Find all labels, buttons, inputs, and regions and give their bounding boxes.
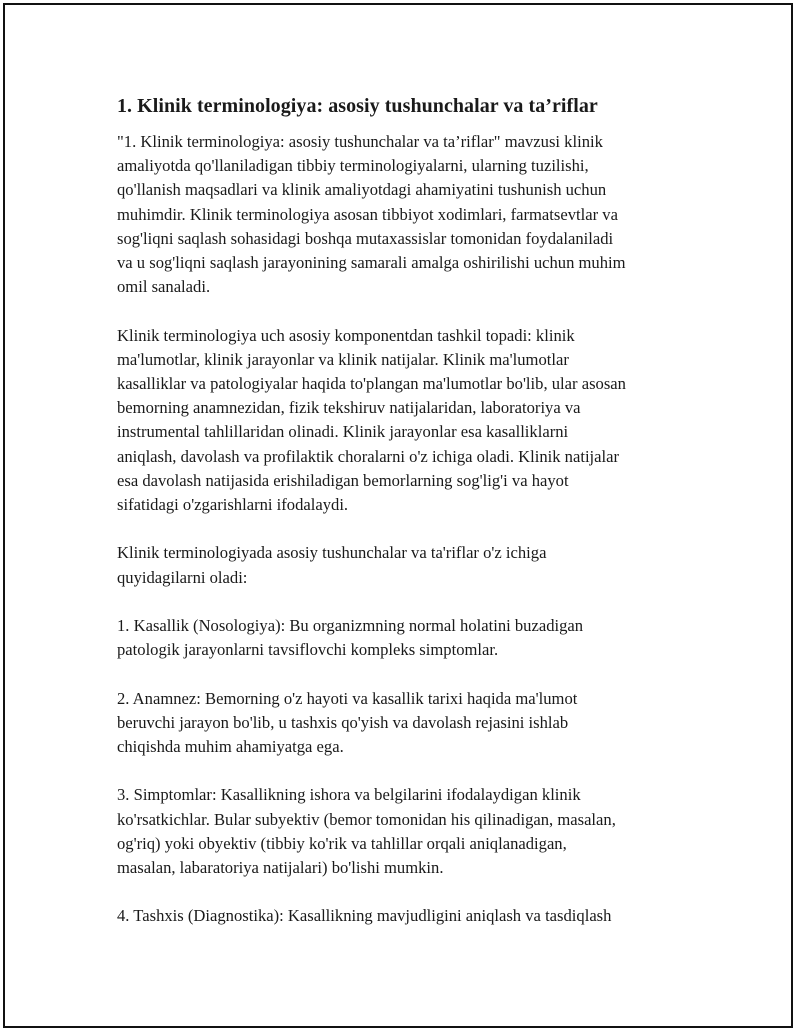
- text-line: esa davolash natijasida erishiladigan bemorlarning sog'lig'i va hayot: [117, 470, 569, 490]
- paragraph-list-intro: [117, 541, 697, 589]
- list-item-simptomlar: [117, 783, 697, 880]
- text-line: "1. Klinik terminologiya: asosiy tushunchalar va ta’riflar" mavzusi klinik: [117, 132, 603, 151]
- text-line: sog'liqni saqlash sohasidagi boshqa mutaxassislar tomonidan foydalaniladi: [117, 228, 614, 248]
- text-line: kasalliklar va patologiyalar haqida to'plangan ma'lumotlar bo'lib, ular asosan: [117, 374, 626, 394]
- text-line: ma'lumotlar, klinik jarayonlar va klinik natijalar. Klinik ma'lumotlar: [117, 349, 569, 369]
- text-line: sifatidagi o'zgarishlarni ifodalaydi.: [117, 495, 349, 515]
- paragraph-components: [117, 324, 697, 518]
- text-line: quyidagilarni oladi:: [117, 567, 248, 587]
- list-item-kasallik: [117, 614, 697, 662]
- text-line: aniqlash, davolash va profilaktik choralarni o'z ichiga oladi. Klinik natijalar: [117, 446, 620, 466]
- text-line: chiqishda muhim ahamiyatga ega.: [117, 737, 344, 757]
- text-line: patologik jarayonlarni tavsiflovchi kompleks simptomlar.: [117, 640, 499, 660]
- text-line: 3. Simptomlar: Kasallikning ishora va belgilarini ifodalaydigan klinik: [117, 785, 581, 805]
- text-line: amaliyotda qo'llaniladigan tibbiy terminologiyalarni, ularning tuzilishi,: [117, 156, 589, 176]
- paragraph-intro: [117, 130, 697, 299]
- document-title: 1. Klinik terminologiya: asosiy tushunchalar va ta’riflar: [117, 95, 598, 117]
- text-line: Klinik terminologiyada asosiy tushunchalar va ta'riflar o'z ichiga: [117, 543, 547, 563]
- text-line: beruvchi jarayon bo'lib, u tashxis qo'yish va davolash rejasini ishlab: [117, 712, 569, 732]
- text-line: qo'llanish maqsadlari va klinik amaliyotdagi ahamiyatini tushunish uchun: [117, 180, 607, 200]
- list-item-tashxis: [117, 904, 697, 928]
- text-line: va u sog'liqni saqlash jarayonining samarali amalga oshirilishi uchun muhim: [117, 253, 626, 273]
- text-line: og'riq) yoki obyektiv (tibbiy ko'rik va tahlillar orqali aniqlanadigan,: [117, 833, 567, 853]
- text-line: muhimdir. Klinik terminologiya asosan tibbiyot xodimlari, farmatsevtlar va: [117, 204, 618, 224]
- text-line: masalan, labaratoriya natijalari) bo'lishi mumkin.: [117, 858, 444, 878]
- text-line: omil sanaladi.: [117, 277, 211, 297]
- text-line: Klinik terminologiya uch asosiy komponentdan tashkil topadi: klinik: [117, 325, 575, 345]
- text-line: bemorning anamnezidan, fizik tekshiruv natijalaridan, laboratoriya va: [117, 398, 581, 418]
- text-line: 1. Kasallik (Nosologiya): Bu organizmning normal holatini buzadigan: [117, 616, 584, 636]
- list-item-anamnez: [117, 687, 697, 760]
- text-line: ko'rsatkichlar. Bular subyektiv (bemor tomonidan his qilinadigan, masalan,: [117, 809, 616, 829]
- text-line: instrumental tahlillaridan olinadi. Klinik jarayonlar esa kasalliklarni: [117, 422, 569, 442]
- text-line: 2. Anamnez: Bemorning o'z hayoti va kasallik tarixi haqida ma'lumot: [117, 688, 578, 708]
- text-line: 4. Tashxis (Diagnostika): Kasallikning mavjudligini aniqlash va tasdiqlash: [117, 906, 612, 926]
- document-body: [117, 93, 697, 953]
